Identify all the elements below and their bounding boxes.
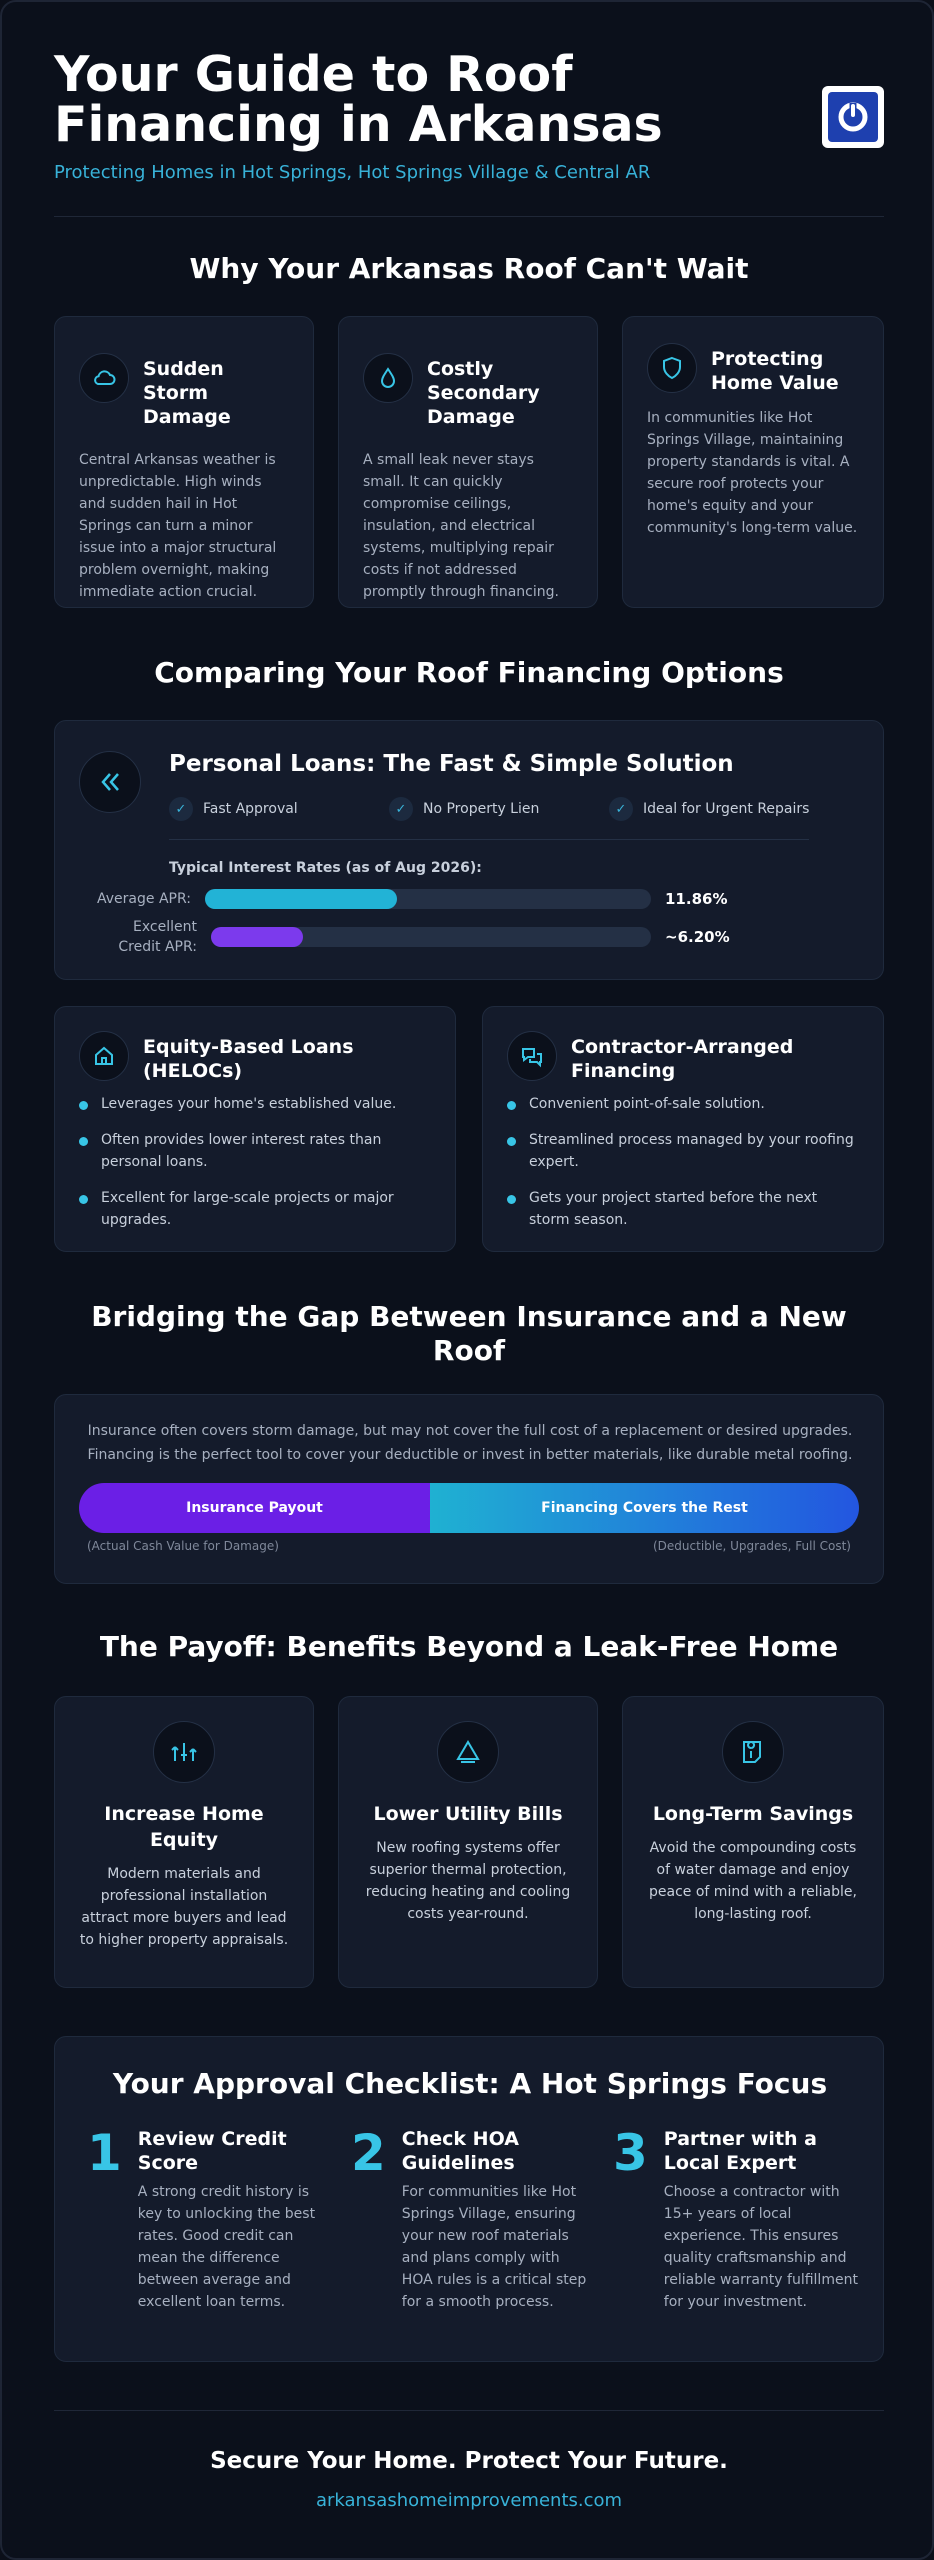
step-title: Check HOA Guidelines	[401, 2128, 519, 2174]
check-icon: ✓	[609, 797, 633, 821]
equity-loans-card	[54, 1006, 456, 1252]
rate-track	[205, 889, 651, 909]
rate-row-average	[95, 889, 730, 909]
checklist-step	[351, 2124, 591, 2313]
equity-loans-title: Equity-Based Loans (HELOCs)	[143, 1036, 354, 1082]
gap-section-title: Bridging the Gap Between Insurance and a New Roof	[91, 1300, 847, 1367]
list-item: Gets your project started before the next storm season.	[507, 1187, 859, 1231]
why-card-title: Protecting Home Value	[711, 348, 839, 394]
footer-tagline: Secure Your Home. Protect Your Future.	[210, 2448, 728, 2474]
list-item: Often provides lower interest rates than personal loans.	[79, 1129, 431, 1173]
benefit-card	[622, 1696, 884, 1988]
feature-item: ✓ Fast Approval	[169, 797, 389, 821]
droplet-icon	[363, 353, 413, 403]
financing-segment: Financing Covers the Rest	[430, 1483, 859, 1533]
contractor-financing-card	[482, 1006, 884, 1252]
benefit-title: Long-Term Savings	[652, 1803, 854, 1825]
why-card	[338, 316, 598, 608]
benefit-body: Avoid the compounding costs of water damage and enjoy peace of mind with a reliable, long-lasting roof.	[649, 1840, 857, 1922]
rates-title: Typical Interest Rates (as of Aug 2026):	[169, 860, 482, 876]
benefit-title: Lower Utility Bills	[373, 1803, 563, 1825]
check-icon: ✓	[389, 797, 413, 821]
home-icon	[79, 1031, 129, 1081]
why-card-body: Central Arkansas weather is unpredictable. High winds and sudden hail in Hot Springs can turn a minor issue into a major structural problem overnight, making immediate action crucial.	[79, 452, 277, 600]
options-section-title: Comparing Your Roof Financing Options	[154, 656, 784, 689]
chevrons-left-icon	[79, 751, 141, 813]
header	[54, 46, 884, 183]
step-number: 2	[351, 2124, 386, 2182]
power-icon	[828, 92, 878, 142]
rate-row-excellent	[95, 917, 730, 957]
cloud-icon	[79, 353, 129, 403]
divider	[54, 2410, 884, 2411]
contractor-financing-title: Contractor-Arranged Financing	[571, 1036, 794, 1082]
checklist-step	[87, 2124, 327, 2313]
rate-bar-average	[205, 889, 397, 909]
step-body: Choose a contractor with 15+ years of local experience. This ensures quality craftsmanship and reliable warranty fulfillment for your investment.	[663, 2184, 858, 2310]
rate-bar-excellent	[211, 927, 303, 947]
payoff-section-title: The Payoff: Benefits Beyond a Leak-Free Home	[99, 1630, 839, 1663]
benefit-body: Modern materials and professional installation attract more buyers and lead to higher property appraisals.	[79, 1866, 289, 1948]
personal-loans-title: Personal Loans: The Fast & Simple Solution	[169, 751, 734, 777]
list-item: Excellent for large-scale projects or major upgrades.	[79, 1187, 431, 1231]
why-card-body: A small leak never stays small. It can quickly compromise ceilings, insulation, and electrical systems, multiplying repair costs if not addressed promptly through financing.	[363, 452, 559, 600]
rate-label: Excellent Credit APR:	[118, 919, 197, 955]
personal-loans-card	[54, 720, 884, 980]
feature-item: ✓ Ideal for Urgent Repairs	[609, 797, 829, 821]
list-item: Convenient point-of-sale solution.	[507, 1093, 859, 1115]
insurance-caption: (Actual Cash Value for Damage)	[87, 1539, 279, 1553]
contractor-financing-list	[507, 1093, 859, 1231]
benefit-title: Increase Home Equity	[104, 1803, 264, 1851]
growth-icon	[153, 1721, 215, 1783]
rate-track	[211, 927, 651, 947]
step-title: Partner with a Local Expert	[663, 2128, 817, 2174]
why-card-title: Sudden Storm Damage	[143, 358, 231, 428]
checklist-title: Your Approval Checklist: A Hot Springs Focus	[112, 2067, 828, 2100]
divider	[169, 839, 809, 840]
warning-triangle-icon	[437, 1721, 499, 1783]
rate-label: Average APR:	[97, 891, 191, 907]
benefit-card	[338, 1696, 598, 1988]
check-icon: ✓	[169, 797, 193, 821]
insurance-gap-card	[54, 1394, 884, 1584]
logo	[822, 86, 884, 148]
checklist-step	[613, 2124, 863, 2313]
approval-checklist-card	[54, 2036, 884, 2362]
step-title: Review Credit Score	[137, 2128, 287, 2174]
shield-icon	[647, 343, 697, 393]
why-card	[54, 316, 314, 608]
why-section-title: Why Your Arkansas Roof Can't Wait	[189, 252, 749, 285]
step-number: 1	[87, 2124, 122, 2182]
equity-loans-list	[79, 1093, 431, 1231]
divider	[54, 216, 884, 217]
rate-value: ~6.20%	[665, 928, 730, 946]
why-card	[622, 316, 884, 608]
gap-body: Insurance often covers storm damage, but may not cover the full cost of a replacement or desired upgrades. Financing is the perfect tool to cover your deductible or invest in better materials, like durable metal roofing.	[87, 1423, 853, 1463]
insurance-payout-segment: Insurance Payout	[79, 1483, 430, 1533]
page-subtitle: Protecting Homes in Hot Springs, Hot Springs Village & Central AR	[54, 162, 651, 183]
feature-item: ✓ No Property Lien	[389, 797, 609, 821]
page-title: Your Guide to Roof Financing in Arkansas	[54, 46, 663, 153]
step-body: For communities like Hot Springs Village, ensuring your new roof materials and plans comply with HOA rules is a critical step for a smooth process.	[401, 2184, 587, 2310]
benefit-card	[54, 1696, 314, 1988]
rate-value: 11.86%	[665, 890, 728, 908]
list-item: Leverages your home's established value.	[79, 1093, 431, 1115]
list-item: Streamlined process managed by your roofing expert.	[507, 1129, 859, 1173]
step-body: A strong credit history is key to unlocking the best rates. Good credit can mean the difference between average and excellent loan terms.	[137, 2184, 316, 2310]
benefit-body: New roofing systems offer superior thermal protection, reducing heating and cooling costs year-round.	[365, 1840, 571, 1922]
handshake-icon	[507, 1031, 557, 1081]
step-number: 3	[613, 2124, 648, 2182]
financing-caption: (Deductible, Upgrades, Full Cost)	[652, 1539, 851, 1553]
why-card-body: In communities like Hot Springs Village, maintaining property standards is vital. A secure roof protects your home's equity and your community's long-term value.	[647, 410, 858, 536]
savings-icon	[722, 1721, 784, 1783]
personal-loans-features	[169, 797, 859, 821]
footer-website-link[interactable]: arkansashomeimprovements.com	[315, 2490, 623, 2511]
why-card-title: Costly Secondary Damage	[427, 358, 540, 428]
insurance-gap-bar	[79, 1483, 859, 1533]
